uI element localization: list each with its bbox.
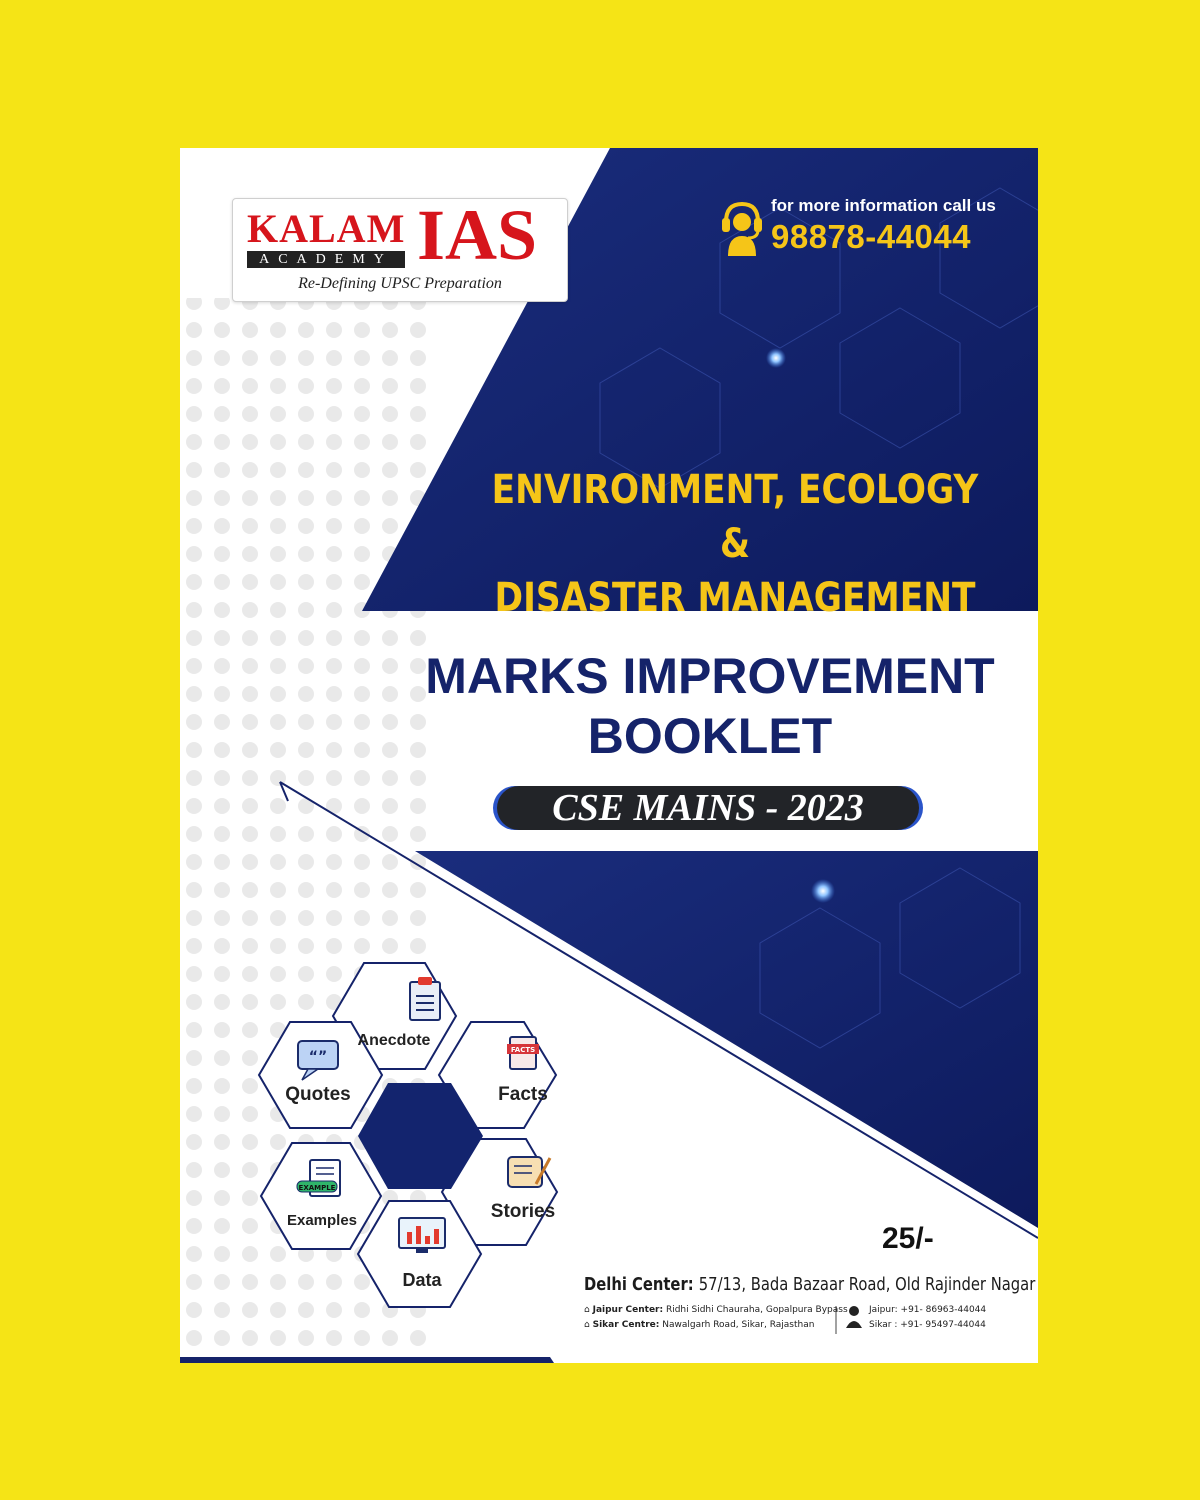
logo-academy-bar: ACADEMY [247,251,405,268]
svg-text:FACTS: FACTS [510,1046,536,1054]
feature-label-stories: Stories [490,1201,556,1222]
contact-label: for more information call us [771,196,996,215]
logo-word-kalam: KALAM [247,206,406,251]
exam-badge: CSE MAINS - 2023 [497,786,919,830]
sikar-value: Nawalgarh Road, Sikar, Rajasthan [662,1320,815,1330]
bottom-stripe [180,1357,554,1363]
sikar-label: Sikar Centre: [592,1320,660,1330]
home-icon: ⌂ [584,1320,590,1330]
brand-logo [232,195,568,302]
booklet-line-1: MARKS IMPROVEMENT [425,648,995,704]
feature-label-anecdote: Anecdote [357,1032,431,1049]
contact-phone: 98878-44044 [771,218,972,255]
subject-title [473,463,998,625]
facts-book-icon [507,1037,539,1069]
delhi-value: 57/13, Bada Bazaar Road, Old Rajinder Nagar [698,1274,1036,1295]
logo-tagline: Re-Defining UPSC Preparation [298,275,502,292]
jaipur-address [584,1305,848,1315]
logo-word-ias: IAS [417,195,538,275]
home-icon: ⌂ [584,1305,590,1315]
booklet-cover [180,148,1038,1363]
headset-icon [720,200,764,256]
sikar-phone: Sikar : +91- 95497-44044 [869,1320,986,1330]
feature-label-examples: Examples [286,1212,358,1229]
sikar-address [584,1320,814,1330]
jaipur-label: Jaipur Center: [592,1305,664,1315]
booklet-line-2: BOOKLET [587,708,833,764]
feature-label-facts: Facts [498,1084,548,1105]
delhi-address [584,1274,1035,1295]
delhi-label: Delhi Center: [584,1274,694,1295]
feature-label-data: Data [402,1270,442,1290]
subject-line-1: ENVIRONMENT, ECOLOGY & [491,467,979,567]
phone-person-icon [846,1306,862,1328]
jaipur-phone: Jaipur: +91- 86963-44044 [869,1305,987,1315]
booklet-title [390,646,1030,766]
feature-label-quotes: Quotes [285,1084,351,1105]
bar-chart-monitor-icon [399,1218,445,1253]
glow-dot [766,348,786,368]
glow-dot [811,879,835,903]
clipboard-icon [410,977,440,1020]
price-tag: 25/- [882,1222,934,1255]
svg-text:EXAMPLE: EXAMPLE [298,1184,336,1192]
jaipur-value: Ridhi Sidhi Chauraha, Gopalpura Bypass [665,1305,848,1315]
subject-line-2: DISASTER MANAGEMENT [494,575,976,621]
svg-text:“”: “” [308,1049,328,1065]
